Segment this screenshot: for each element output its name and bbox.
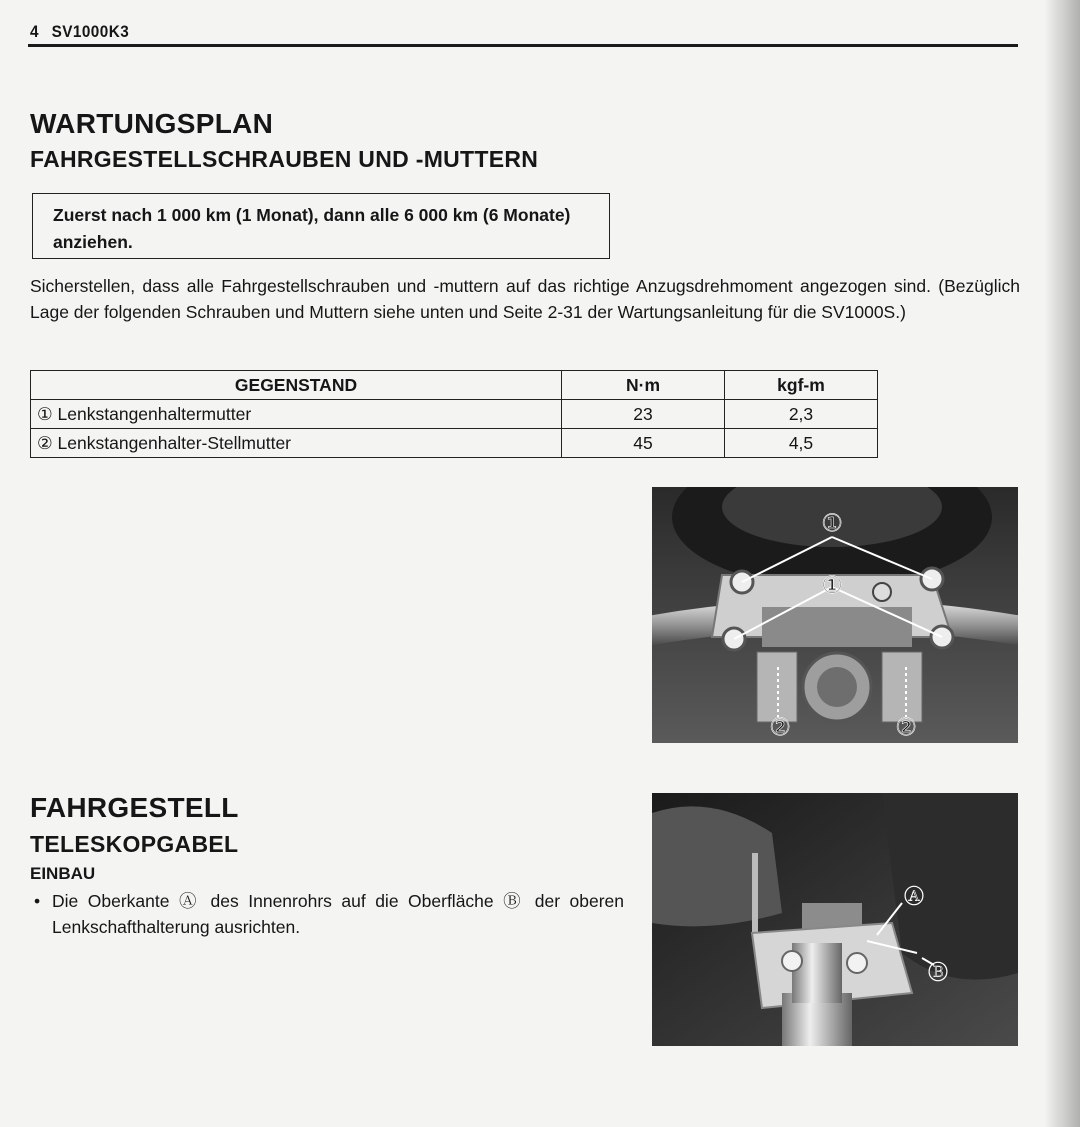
table-header-row	[31, 371, 878, 400]
header-rule	[28, 44, 1018, 47]
callout-1-top: ①	[821, 509, 843, 537]
row-nm: 45	[562, 429, 725, 458]
bullet-marker: •	[34, 891, 41, 911]
callout-a: Ⓐ	[904, 884, 924, 908]
subheading-einbau: EINBAU	[30, 864, 96, 883]
bullet-text: Die Oberkante Ⓐ des Innenrohrs auf die Oberfläche Ⓑ der oberen Lenkschafthalterung ausrichten.	[52, 891, 624, 937]
section-title-wartungsplan: WARTUNGSPLAN	[30, 108, 274, 139]
callout-2-right: ②	[895, 713, 917, 741]
handlebar-holder-photo	[652, 487, 1018, 743]
header-nm: N·m	[562, 371, 725, 400]
table-row	[31, 429, 878, 458]
torque-table	[30, 370, 878, 458]
front-fork-illustration	[652, 793, 1018, 1046]
row-item: ① Lenkstangenhaltermutter	[31, 400, 562, 429]
row-kgfm: 2,3	[725, 400, 878, 429]
callout-1-center: ①	[821, 571, 843, 599]
model-code: SV1000K3	[51, 22, 130, 41]
callout-b: Ⓑ	[928, 960, 948, 984]
header-item: GEGENSTAND	[31, 371, 562, 400]
handlebar-holder-illustration	[652, 487, 1018, 743]
table-row	[31, 400, 878, 429]
row-item: ② Lenkstangenhalter-Stellmutter	[31, 429, 562, 458]
notice-box: Zuerst nach 1 000 km (1 Monat), dann alle 6 000 km (6 Monate) anziehen.	[32, 193, 610, 259]
row-nm: 23	[562, 400, 725, 429]
section-subtitle-schrauben: FAHRGESTELLSCHRAUBEN UND -MUTTERN	[30, 146, 539, 172]
header-kgfm: kgf-m	[725, 371, 878, 400]
section-title-fahrgestell: FAHRGESTELL	[30, 792, 239, 823]
instruction-bullet	[34, 888, 624, 940]
page-number: 4	[30, 22, 39, 41]
section-subtitle-teleskopgabel: TELESKOPGABEL	[30, 831, 239, 857]
page-edge-shadow	[1044, 0, 1080, 1127]
page-header	[30, 22, 142, 42]
row-kgfm: 4,5	[725, 429, 878, 458]
intro-paragraph: Sicherstellen, dass alle Fahrgestellschrauben und -muttern auf das richtige Anzugsdrehmoment angezogen sind. (Bezüglich Lage der folgenden Schrauben und Muttern siehe unten und Seite 2-31 der Wartungsanleitung für die SV1000S.)	[30, 276, 1020, 322]
front-fork-photo	[652, 793, 1018, 1046]
callout-2-left: ②	[769, 713, 791, 741]
